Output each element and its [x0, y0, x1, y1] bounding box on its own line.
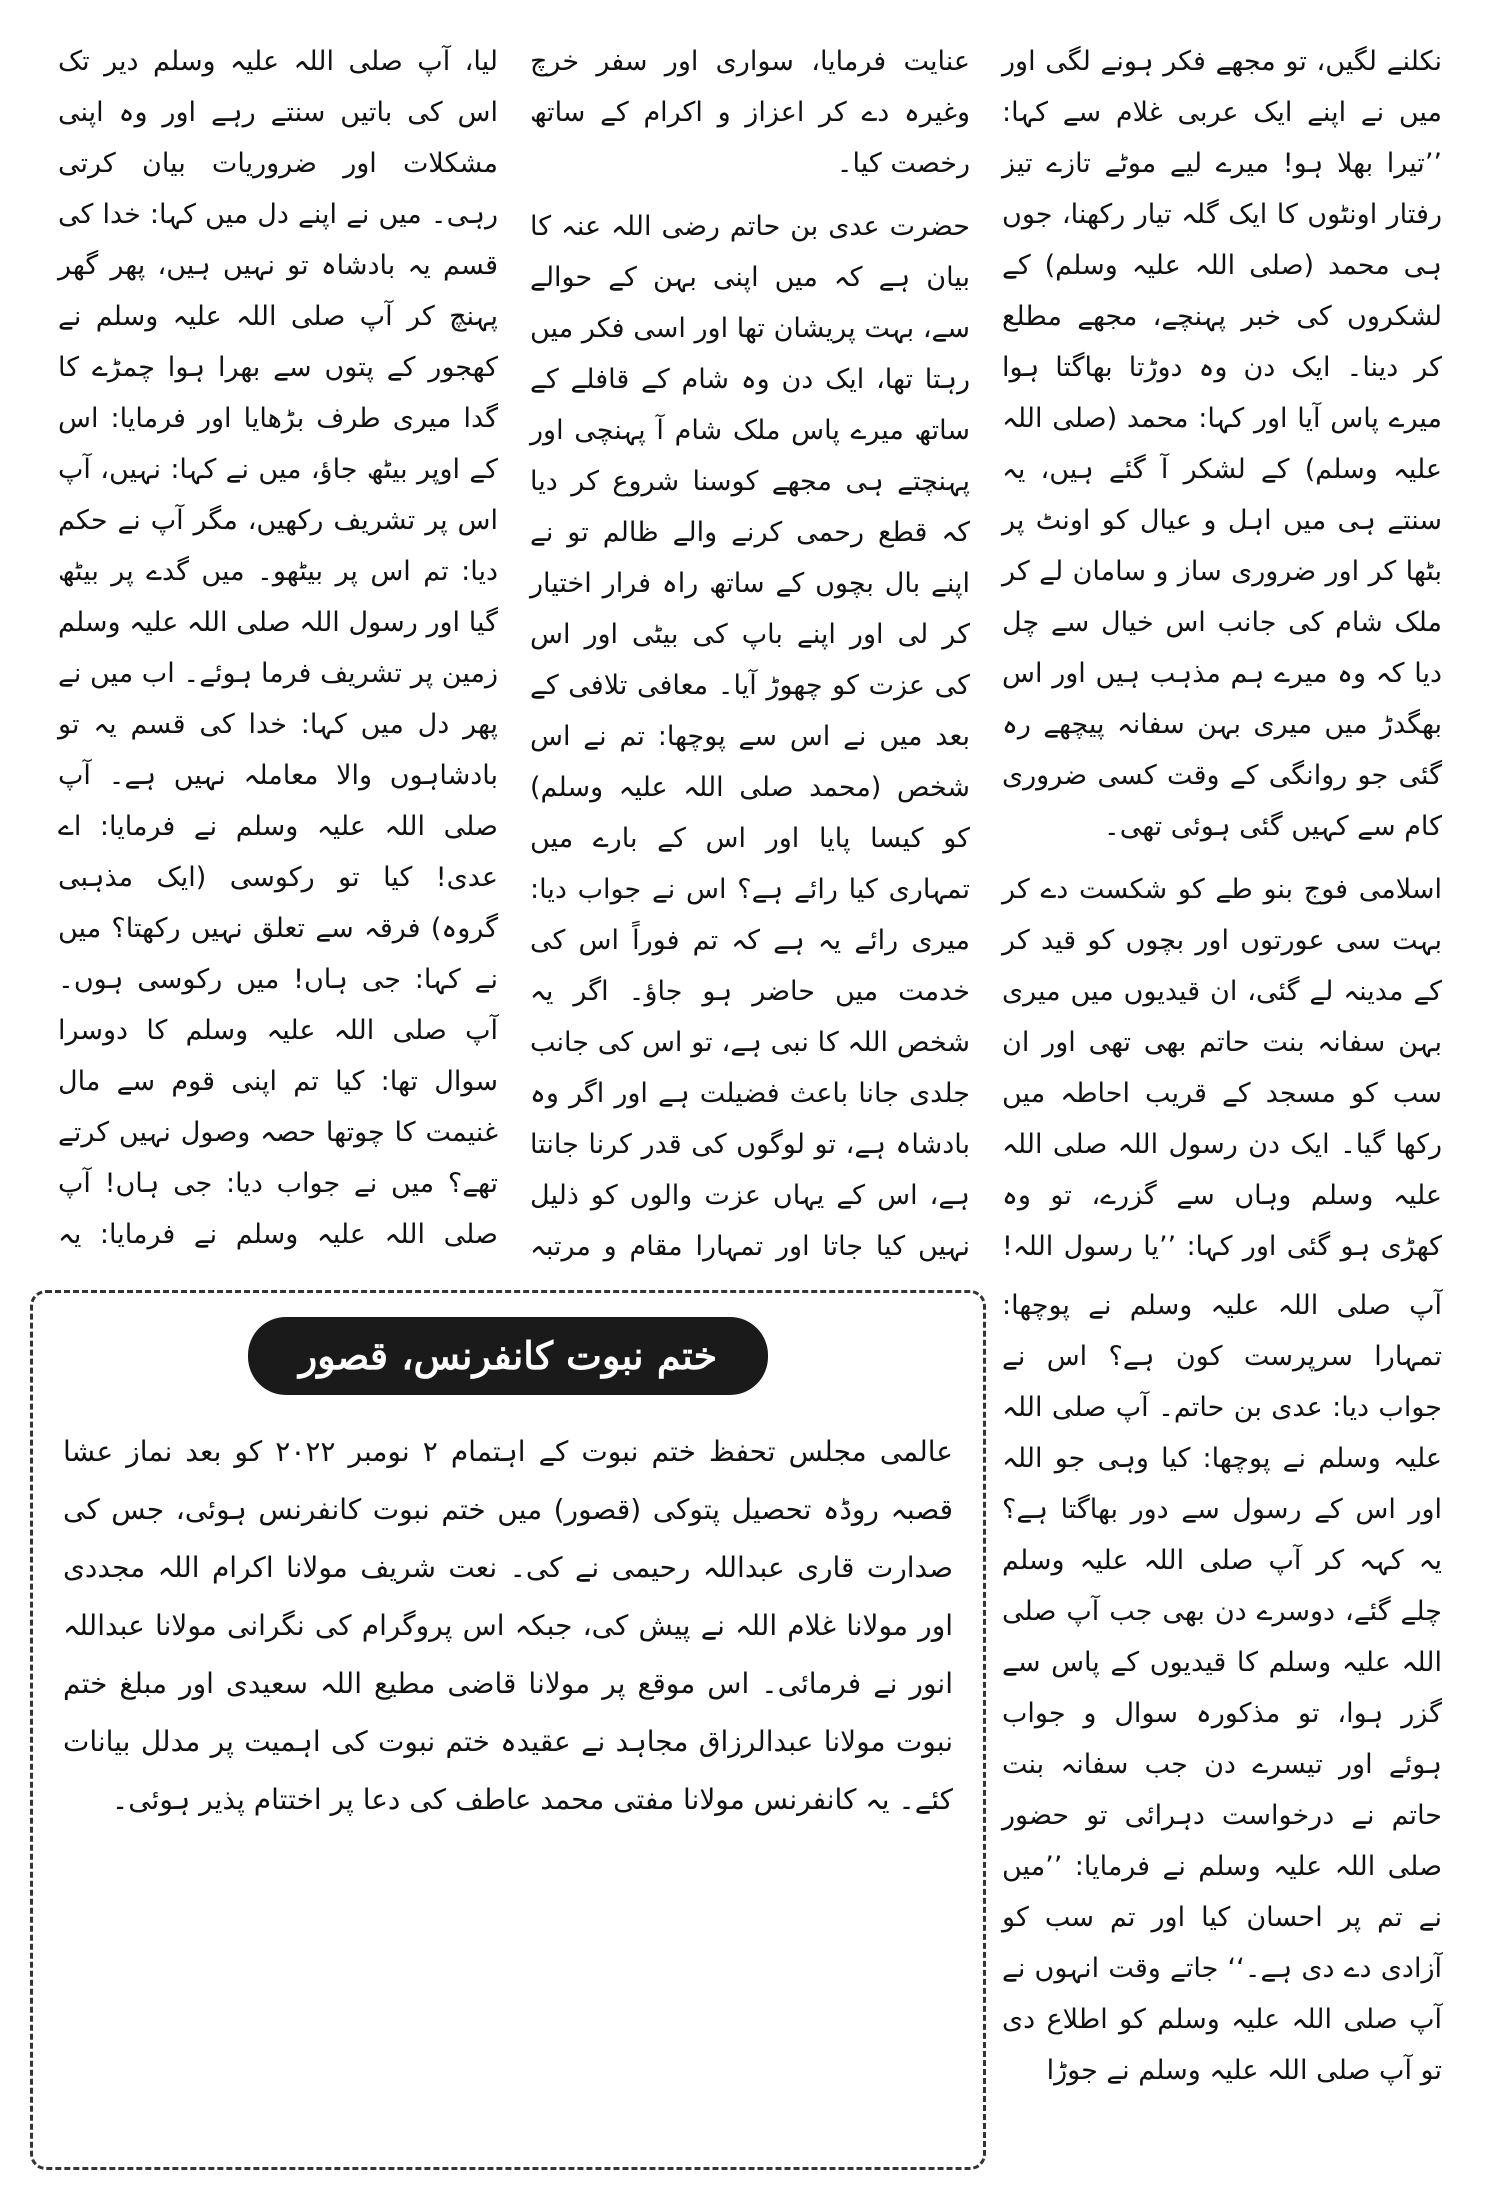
column-right: [986, 36, 1458, 1266]
paragraph: آپ صلی اللہ علیہ وسلم نے پوچھا: تمہارا سرپرست کون ہے؟ اس نے جواب دیا: عدی بن حاتم۔ آپ صلی اللہ علیہ وسلم نے پوچھا: کیا وہی جو اللہ اور اس کے رسول سے دور بھاگتا ہے؟ یہ کہہ کر آپ صلی اللہ علیہ وسلم چلے گئے، دوسرے دن بھی جب آپ صلی اللہ علیہ وسلم کا قیدیوں کے پاس سے گزر ہوا، تو مذکورہ سوال و جواب ہوئے اور تیسرے دن جب سفانہ بنت حاتم نے درخواست دہرائی تو حضور صلی اللہ علیہ وسلم نے فرمایا: ’’میں نے تم پر احسان کیا اور تم سب کو آزادی دے دی ہے۔‘‘ جاتے وقت انہوں نے آپ صلی اللہ علیہ وسلم کو اطلاع دی تو آپ صلی اللہ علیہ وسلم نے جوڑا: [1002, 1290, 1442, 2086]
paragraph: نکلنے لگیں، تو مجھے فکر ہونے لگی اور میں نے اپنے ایک عربی غلام سے کہا: ’’تیرا بھلا ہو! میرے لیے موٹے تازے تیز رفتار اونٹوں کا ایک گلہ تیار رکھنا، جوں ہی محمد (صلی اللہ علیہ وسلم) کے لشکروں کی خبر پہنچے، مجھے مطلع کر دینا۔ ایک دن وہ دوڑتا بھاگتا ہوا میرے پاس آیا اور کہا: محمد (صلی اللہ علیہ وسلم) کے لشکر آ گئے ہیں، یہ سنتے ہی میں اہل و عیال کو اونٹ پر بٹھا کر اور ضروری ساز و سامان لے کر ملک شام کی جانب اس خیال سے چل دیا کہ وہ میرے ہم مذہب ہیں اور اس بھگدڑ میں میری بہن سفانہ پیچھے رہ گئی جو روانگی کے وقت کسی ضروری کام سے کہیں گئی ہوئی تھی۔: [1002, 46, 1442, 842]
paragraph: عنایت فرمایا، سواری اور سفر خرچ وغیرہ دے کر اعزاز و اکرام کے ساتھ رخصت کیا۔: [530, 46, 970, 179]
notice-title: ختم نبوت کانفرنس، قصور: [248, 1317, 768, 1395]
notice-body: عالمی مجلس تحفظ ختم نبوت کے اہتمام ۲ نومبر ۲۰۲۲ کو بعد نماز عشا قصبہ روڈہ تحصیل پتوکی (قصور) میں ختم نبوت کانفرنس ہوئی، جس کی صدارت قاری عبداللہ رحیمی نے کی۔ نعت شریف مولانا اکرام اللہ مجددی اور مولانا غلام اللہ نے پیش کی، جبکہ اس پروگرام کی نگرانی مولانا عبداللہ انور نے فرمائی۔ اس موقع پر مولانا قاضی مطیع اللہ سعیدی اور مبلغ ختم نبوت مولانا عبدالرزاق مجاہد نے عقیدہ ختم نبوت کی اہمیت پر مدلل بیانات کئے۔ یہ کانفرنس مولانا مفتی محمد عاطف کی دعا پر اختتام پذیر ہوئی۔: [63, 1435, 954, 1816]
conference-notice-box: [30, 1290, 986, 2170]
paragraph: اسلامی فوج بنو طے کو شکست دے کر بہت سی عورتوں اور بچوں کو قید کر کے مدینہ لے گئی، ان قیدیوں میں میری بہن سفانہ بنت حاتم بھی تھی اور ان سب کو مسجد کے قریب احاطہ میں رکھا گیا۔ ایک دن رسول اللہ صلی اللہ علیہ وسلم وہاں سے گزرے، تو وہ کھڑی ہو گئی اور کہا: ’’یا رسول اللہ!: [1002, 874, 1442, 1262]
paragraph: حضرت عدی بن حاتم رضی اللہ عنہ کا بیان ہے کہ میں اپنی بہن کے حوالے سے، بہت پریشان تھا اور اسی فکر میں رہتا تھا، ایک دن وہ شام کے قافلے کے ساتھ میرے پاس ملک شام آ پہنچی اور پہنچتے ہی مجھے کوسنا شروع کر دیا کہ قطع رحمی کرنے والے ظالم تو نے اپنے بال بچوں کے ساتھ راہ فرار اختیار کر لی اور اپنے باپ کی بیٹی اور اس کی عزت کو چھوڑ آیا۔ معافی تلافی کے بعد میں نے اس سے پوچھا: تم نے اس شخص (محمد صلی اللہ علیہ وسلم) کو کیسا پایا اور اس کے بارے میں تمہاری کیا رائے ہے؟ اس نے جواب دیا: میری رائے یہ ہے کہ تم فوراً اس کی خدمت میں حاضر ہو جاؤ۔ اگر یہ شخص اللہ کا نبی ہے، تو اس کی جانب جلدی جانا باعث فضیلت ہے اور اگر وہ بادشاہ ہے، تو لوگوں کی قدر کرنا جانتا ہے، اس کے یہاں عزت والوں کو ذلیل نہیں کیا جاتا اور تمہارا مقام و مرتبہ: [530, 211, 970, 1262]
article-columns: [42, 36, 1458, 1266]
paragraph: لیا، آپ صلی اللہ علیہ وسلم دیر تک اس کی باتیں سنتے رہے اور وہ اپنی مشکلات اور ضروریات بیان کرتی رہی۔ میں نے اپنے دل میں کہا: خدا کی قسم یہ بادشاہ تو نہیں ہیں، پھر گھر پہنچ کر آپ صلی اللہ علیہ وسلم نے کھجور کے پتوں سے بھرا ہوا چمڑے کا گدا میری طرف بڑھایا اور فرمایا: اس کے اوپر بیٹھ جاؤ، میں نے کہا: نہیں، آپ اس پر تشریف رکھیں، مگر آپ نے حکم دیا: تم اس پر بیٹھو۔ میں گدے پر بیٹھ گیا اور رسول اللہ صلی اللہ علیہ وسلم زمین پر تشریف فرما ہوئے۔ اب میں نے پھر دل میں کہا: خدا کی قسم یہ تو بادشاہوں والا معاملہ نہیں ہے۔ آپ صلی اللہ علیہ وسلم نے فرمایا: اے عدی! کیا تو رکوسی (ایک مذہبی گروہ) فرقہ سے تعلق نہیں رکھتا؟ میں نے کہا: جی ہاں! میں رکوسی ہوں۔ آپ صلی اللہ علیہ وسلم کا دوسرا سوال تھا: کیا تم اپنی قوم سے مال غنیمت کا چوتھا حصہ وصول نہیں کرتے تھے؟ میں نے جواب دیا: جی ہاں! آپ صلی اللہ علیہ وسلم نے فرمایا: یہ: [58, 46, 498, 1250]
column-right-continued: [986, 1280, 1458, 2175]
column-middle: [514, 36, 986, 1266]
column-left: [42, 36, 514, 1266]
